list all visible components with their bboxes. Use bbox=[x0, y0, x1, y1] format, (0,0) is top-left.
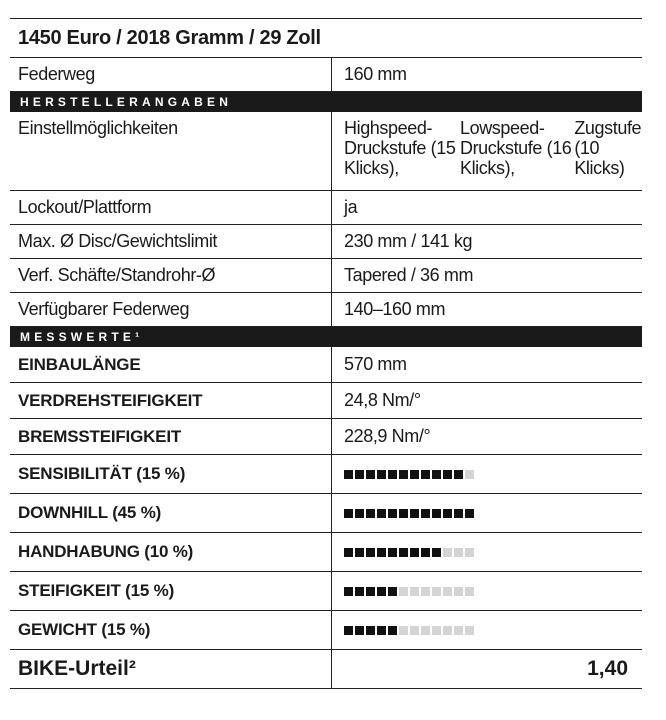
rating-square-filled bbox=[366, 587, 375, 596]
row-value bbox=[332, 494, 642, 532]
rating-square-filled bbox=[454, 509, 463, 518]
rating-square-filled bbox=[465, 509, 474, 518]
rating-square-filled bbox=[388, 626, 397, 635]
rating-square-filled bbox=[377, 626, 386, 635]
rating-square-empty bbox=[399, 626, 408, 635]
rating-square-filled bbox=[377, 548, 386, 557]
row-disc-gewichtslimit bbox=[10, 225, 642, 259]
rating-square-filled bbox=[388, 548, 397, 557]
row-bremssteifigkeit bbox=[10, 419, 642, 455]
row-value: 570 mm bbox=[344, 354, 407, 374]
rating-square-filled bbox=[344, 626, 353, 635]
rating-square-filled bbox=[344, 587, 353, 596]
row-rating-handhabung bbox=[10, 533, 642, 572]
spec-table bbox=[10, 18, 642, 689]
row-value bbox=[332, 533, 642, 571]
rating-square-filled bbox=[355, 509, 364, 518]
rating-square-filled bbox=[355, 548, 364, 557]
spec-heading: 1450 Euro / 2018 Gramm / 29 Zoll bbox=[10, 19, 642, 58]
row-value: 230 mm / 141 kg bbox=[344, 231, 473, 251]
rating-square-filled bbox=[377, 470, 386, 479]
row-label: HANDHABUNG (10 %) bbox=[10, 533, 332, 571]
rating-square-filled bbox=[388, 509, 397, 518]
rating-square-empty bbox=[421, 626, 430, 635]
row-label: STEIFIGKEIT (15 %) bbox=[10, 572, 332, 610]
section-herstellerangaben: HERSTELLERANGABEN bbox=[10, 92, 642, 112]
rating-square-filled bbox=[454, 470, 463, 479]
rating-square-filled bbox=[443, 470, 452, 479]
row-schaefte-standrohr bbox=[10, 259, 642, 293]
rating-square-filled bbox=[410, 509, 419, 518]
rating-square-empty bbox=[410, 626, 419, 635]
rating-square-filled bbox=[410, 470, 419, 479]
row-federweg bbox=[10, 58, 642, 92]
rating-bar bbox=[344, 626, 474, 635]
row-label: Verf. Schäfte/Standrohr-Ø bbox=[10, 259, 332, 292]
row-label: Verfügbarer Federweg bbox=[10, 293, 332, 326]
rating-square-empty bbox=[454, 626, 463, 635]
rating-square-empty bbox=[465, 548, 474, 557]
row-verfuegbarer-federweg bbox=[10, 293, 642, 327]
row-bike-urteil bbox=[10, 650, 642, 689]
row-label: Lockout/Plattform bbox=[10, 191, 332, 224]
rating-square-empty bbox=[399, 587, 408, 596]
row-value bbox=[332, 455, 642, 493]
rating-bar bbox=[344, 587, 474, 596]
rating-square-filled bbox=[443, 509, 452, 518]
rating-square-filled bbox=[421, 548, 430, 557]
rating-square-filled bbox=[366, 509, 375, 518]
value-line: Lowspeed-Druckstufe (16 Klicks), bbox=[459, 118, 572, 178]
row-lockout bbox=[10, 191, 642, 225]
rating-square-filled bbox=[421, 509, 430, 518]
row-rating-downhill bbox=[10, 494, 642, 533]
row-value: 160 mm bbox=[344, 64, 407, 84]
row-einstellmoeglichkeiten bbox=[10, 112, 642, 191]
rating-square-empty bbox=[465, 470, 474, 479]
urteil-value: 1,40 bbox=[587, 657, 628, 680]
rating-square-filled bbox=[355, 587, 364, 596]
row-label: Federweg bbox=[10, 58, 332, 91]
rating-square-filled bbox=[377, 509, 386, 518]
row-einbaulaenge bbox=[10, 347, 642, 383]
row-label: DOWNHILL (45 %) bbox=[10, 494, 332, 532]
row-value: 228,9 Nm/° bbox=[344, 426, 431, 446]
row-value: 24,8 Nm/° bbox=[344, 390, 421, 410]
rating-square-filled bbox=[421, 470, 430, 479]
rating-square-empty bbox=[465, 626, 474, 635]
row-value bbox=[332, 611, 642, 649]
rating-bar bbox=[344, 509, 474, 518]
row-label: Einstellmöglichkeiten bbox=[10, 112, 332, 190]
rating-square-empty bbox=[432, 626, 441, 635]
rating-square-empty bbox=[432, 587, 441, 596]
rating-square-empty bbox=[421, 587, 430, 596]
row-rating-sensibilitaet bbox=[10, 455, 642, 494]
row-label: VERDREHSTEIFIGKEIT bbox=[10, 383, 332, 418]
rating-square-filled bbox=[399, 470, 408, 479]
rating-square-filled bbox=[432, 509, 441, 518]
rating-square-empty bbox=[443, 587, 452, 596]
row-rating-gewicht bbox=[10, 611, 642, 650]
row-rating-steifigkeit bbox=[10, 572, 642, 611]
value-line: Highspeed-Druckstufe (15 Klicks), bbox=[344, 118, 456, 178]
rating-square-empty bbox=[454, 587, 463, 596]
rating-square-filled bbox=[355, 626, 364, 635]
row-label: GEWICHT (15 %) bbox=[10, 611, 332, 649]
rating-bar bbox=[344, 548, 474, 557]
rating-square-filled bbox=[410, 548, 419, 557]
rating-bar bbox=[344, 470, 474, 479]
row-value bbox=[332, 112, 642, 190]
value-line: Zugstufe (10 Klicks) bbox=[574, 118, 642, 178]
row-value: ja bbox=[344, 197, 358, 217]
urteil-label: BIKE-Urteil² bbox=[10, 650, 332, 688]
rating-square-filled bbox=[399, 509, 408, 518]
rating-square-filled bbox=[366, 626, 375, 635]
rating-square-filled bbox=[355, 470, 364, 479]
row-label: SENSIBILITÄT (15 %) bbox=[10, 455, 332, 493]
rating-square-filled bbox=[432, 548, 441, 557]
rating-square-empty bbox=[465, 587, 474, 596]
row-value: 140–160 mm bbox=[344, 299, 446, 319]
rating-square-filled bbox=[399, 548, 408, 557]
row-label: BREMSSTEIFIGKEIT bbox=[10, 419, 332, 454]
rating-square-filled bbox=[344, 470, 353, 479]
row-label: EINBAULÄNGE bbox=[10, 347, 332, 382]
rating-square-filled bbox=[344, 509, 353, 518]
rating-square-filled bbox=[432, 470, 441, 479]
row-value: Tapered / 36 mm bbox=[344, 265, 474, 285]
rating-square-filled bbox=[366, 470, 375, 479]
rating-square-filled bbox=[377, 587, 386, 596]
section-messwerte: MESSWERTE¹ bbox=[10, 327, 642, 347]
rating-square-filled bbox=[388, 470, 397, 479]
row-label: Max. Ø Disc/Gewichtslimit bbox=[10, 225, 332, 258]
rating-square-filled bbox=[388, 587, 397, 596]
rating-square-empty bbox=[443, 626, 452, 635]
rating-square-empty bbox=[454, 548, 463, 557]
rating-square-empty bbox=[443, 548, 452, 557]
rating-square-filled bbox=[344, 548, 353, 557]
rating-square-filled bbox=[366, 548, 375, 557]
row-verdrehsteifigkeit bbox=[10, 383, 642, 419]
row-value bbox=[332, 572, 642, 610]
rating-square-empty bbox=[410, 587, 419, 596]
